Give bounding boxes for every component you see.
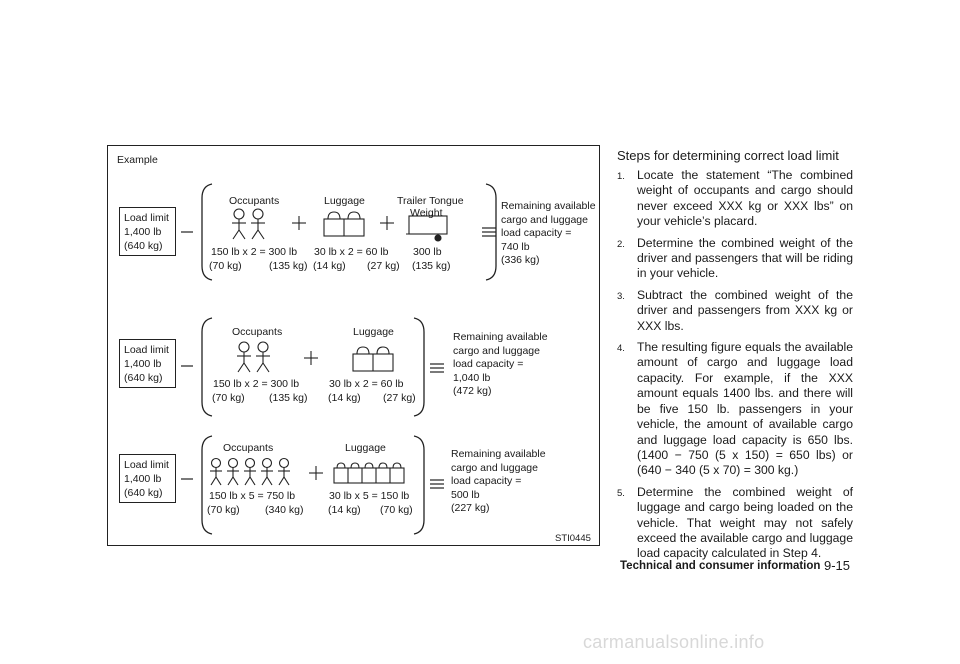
steps-list (617, 168, 853, 568)
close-bracket (414, 436, 424, 534)
plus-sign (309, 466, 323, 480)
trailer-lb: 300 lb (413, 246, 442, 258)
occupants-label: Occupants (232, 326, 283, 338)
luggage-kg-each: (14 kg) (328, 392, 361, 404)
occupants-label: Occupants (229, 195, 280, 207)
luggage-label: Luggage (345, 442, 386, 454)
section-heading: Steps for determining correct load limit (617, 148, 839, 163)
luggage-kg-each: (14 kg) (313, 260, 346, 272)
step-item: 1. Locate the statement “The combined weight of occupants and cargo should never exceed XXX kg or XXX lbs” on your vehicle’s placard. (617, 168, 853, 229)
person-icon (261, 459, 273, 486)
luggage-label: Luggage (353, 326, 394, 338)
equals-sign (430, 364, 444, 372)
step-item: 5. Determine the combined weight of luggage and cargo being loaded on the vehicle. That weight may not safely exceed the available cargo and luggage load capacity calculated in Step 4. (617, 484, 853, 561)
load-limit-label: Load limit (124, 212, 169, 224)
occupants-kg-each: (70 kg) (212, 392, 245, 404)
load-limit-box-2: Load limit 1,400 lb (640 kg) (119, 339, 176, 388)
luggage-calc: 30 lb x 5 = 150 lb (329, 490, 410, 502)
trailer-hitch-icon (406, 216, 447, 241)
luggage-icon (353, 347, 393, 371)
occupants-kg-each: (70 kg) (207, 504, 240, 516)
luggage-kg-total: (27 kg) (383, 392, 416, 404)
occupants-label: Occupants (223, 442, 274, 454)
person-icon (237, 342, 251, 372)
person-icon (256, 342, 270, 372)
step-item: 2. Determine the combined weight of the driver and passengers that will be riding in your vehicle. (617, 235, 853, 281)
luggage-kg-total: (27 kg) (367, 260, 400, 272)
figure-title: Example (117, 154, 158, 166)
load-limit-kg: (640 kg) (124, 240, 163, 252)
person-icon (210, 459, 222, 486)
trailer-kg: (135 kg) (412, 260, 451, 272)
remaining-capacity: Remaining available cargo and luggage load capacity = 1,040 lb (472 kg) (453, 331, 548, 397)
equals-sign (482, 228, 496, 236)
load-limit-box-3: Load limit 1,400 lb (640 kg) (119, 454, 176, 503)
step-item: 4. The resulting figure equals the available amount of cargo and luggage load capacity. For example, if the XXX amount equals 1400 lbs. and there will be five 150 lb. passengers in your vehicle, the amount of available cargo and luggage load capacity is 650 lbs. (1400 − 750 (5 x 150) = 650 lbs) or (640 − 340 (5 x 70) = 300 kg.) (617, 340, 853, 478)
occupants-kg-total: (135 kg) (269, 260, 308, 272)
open-bracket (202, 436, 212, 534)
watermark: carmanualsonline.info (583, 632, 765, 652)
occupants-calc: 150 lb x 5 = 750 lb (209, 490, 296, 502)
luggage-calc: 30 lb x 2 = 60 lb (314, 246, 389, 258)
luggage-label: Luggage (324, 195, 365, 207)
occupants-kg-each: (70 kg) (209, 260, 242, 272)
luggage-kg-each: (14 kg) (328, 504, 361, 516)
page-number: 9-15 (824, 558, 851, 573)
plus-sign (304, 351, 318, 365)
trailer-label-2: Weight (410, 207, 443, 219)
trailer-label: Trailer Tongue (397, 195, 464, 207)
person-icon (278, 459, 290, 486)
occupants-calc: 150 lb x 2 = 300 lb (213, 378, 300, 390)
person-icon (244, 459, 256, 486)
luggage-icon (324, 212, 364, 236)
figure-code: STI0445 (555, 533, 591, 544)
luggage-calc: 30 lb x 2 = 60 lb (329, 378, 404, 390)
load-limit-lb: 1,400 lb (124, 226, 162, 238)
plus-sign (380, 216, 394, 230)
person-icon (227, 459, 239, 486)
remaining-capacity: Remaining available cargo and luggage load capacity = 500 lb (227 kg) (451, 448, 546, 514)
luggage-icon (334, 463, 404, 483)
step-item: 3. Subtract the combined weight of the driver and passengers from XXX kg or XXX lbs. (617, 287, 853, 333)
occupants-kg-total: (340 kg) (265, 504, 304, 516)
plus-sign (292, 216, 306, 230)
person-icon (251, 209, 265, 239)
remaining-capacity: Remaining available cargo and luggage load capacity = 740 lb (336 kg) (501, 200, 596, 266)
example-figure (107, 145, 600, 546)
luggage-kg-total: (70 kg) (380, 504, 413, 516)
occupants-calc: 150 lb x 2 = 300 lb (211, 246, 298, 258)
person-icon (232, 209, 246, 239)
equals-sign (430, 480, 444, 488)
footer-section-title: Technical and consumer information (620, 560, 821, 572)
open-bracket (202, 318, 212, 416)
occupants-kg-total: (135 kg) (269, 392, 308, 404)
